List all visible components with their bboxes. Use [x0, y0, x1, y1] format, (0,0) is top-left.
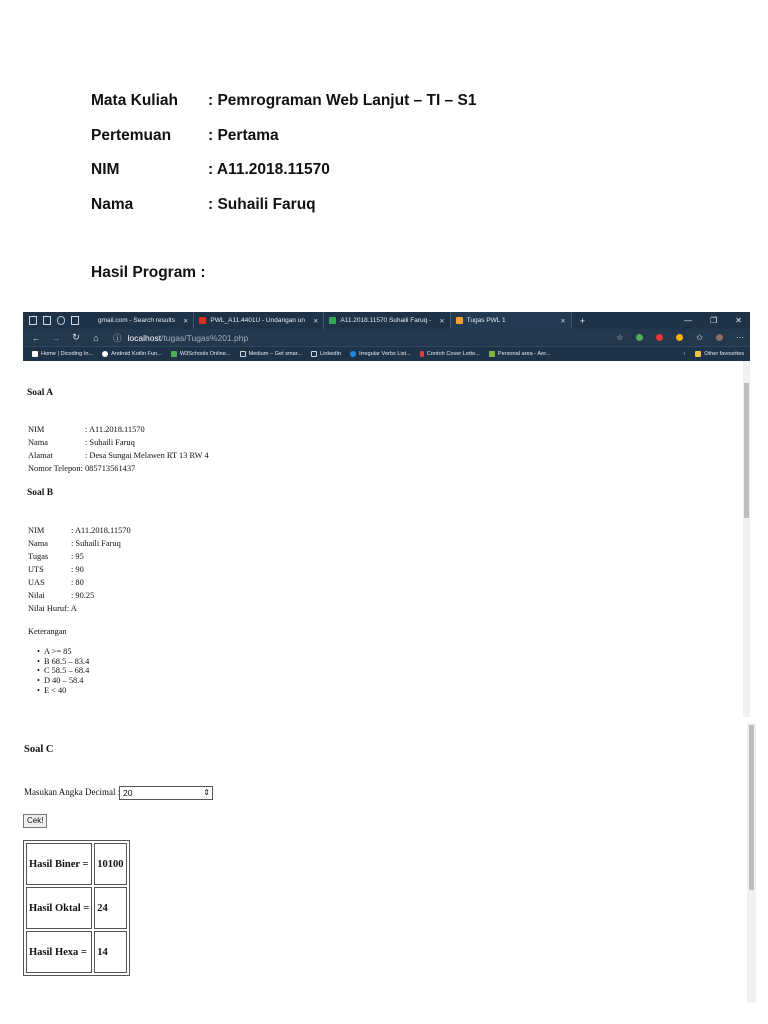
back-icon[interactable]: ←: [31, 332, 41, 343]
field-label: Nomor Telepon: [28, 464, 81, 473]
info-key: Pertemuan: [91, 126, 172, 144]
bookmarks-bar: [23, 346, 750, 361]
field-value: : 95: [71, 552, 84, 561]
field-value: : 90: [71, 565, 84, 574]
list-item: • A >= 85: [37, 647, 89, 657]
url-host: localhost: [127, 332, 162, 343]
scrollbar[interactable]: [747, 723, 756, 1003]
info-value: : A11.2018.11570: [208, 161, 330, 178]
field-label: Nilai: [28, 591, 45, 600]
course-info: [91, 92, 476, 230]
bookmark-item[interactable]: [311, 351, 341, 357]
list-item: [28, 524, 131, 537]
info-value: : Pemrograman Web Lanjut – TI – S1: [208, 92, 477, 109]
hasil-program-title: Hasil Program :: [91, 264, 206, 281]
field-value: : 80: [71, 578, 84, 587]
forward-icon[interactable]: →: [51, 332, 61, 343]
field-value: : Suhaili Faruq: [71, 539, 121, 548]
section-title: Soal A: [27, 388, 54, 398]
page-icon[interactable]: [71, 316, 79, 325]
address-bar: [23, 329, 750, 346]
info-row-pertemuan: [91, 127, 476, 162]
bookmark-label: Android Kotlin Fun...: [111, 351, 162, 357]
result-label: Hasil Biner =: [26, 843, 92, 885]
bookmark-icon: [171, 351, 177, 357]
scrollbar-thumb[interactable]: [749, 725, 754, 890]
gmail-favicon-icon: [199, 317, 206, 324]
list-item: [28, 423, 209, 436]
bookmark-item[interactable]: [171, 351, 231, 357]
url-path: /tugas/Tugas%201.php: [161, 332, 249, 343]
grade-list: [37, 647, 89, 696]
favorites-icon[interactable]: ✩: [696, 333, 703, 342]
info-value: : Suhaili Faruq: [208, 195, 316, 213]
bookmark-item[interactable]: [102, 351, 162, 357]
close-icon[interactable]: ✕: [312, 317, 319, 325]
list-item: • D 40 – 58.4: [37, 676, 89, 686]
collections-icon[interactable]: [43, 316, 51, 325]
bookmark-item[interactable]: [420, 351, 480, 357]
table-row: [26, 931, 127, 973]
tab-label: Tugas PWL 1: [466, 317, 506, 324]
cloud-icon[interactable]: [57, 316, 65, 325]
home-icon[interactable]: ⌂: [93, 332, 99, 343]
field-label: Tugas: [28, 552, 49, 561]
check-button[interactable]: Cek!: [23, 814, 47, 828]
info-value: : Pertama: [208, 126, 279, 144]
decimal-input-label: Masukan Angka Decimal :: [24, 787, 121, 797]
restore-icon[interactable]: ❐: [710, 316, 718, 325]
result-value: 10100: [94, 843, 126, 885]
favorite-star-icon[interactable]: ☆: [616, 333, 624, 342]
scrollbar-thumb[interactable]: [744, 383, 749, 518]
page-content: [23, 361, 750, 717]
tab-pwl-undangan[interactable]: [194, 312, 324, 329]
field-value: : A11.2018.11570: [71, 526, 131, 535]
tab-suhaili-faruq[interactable]: [324, 312, 450, 329]
tab-actions-icon[interactable]: [29, 316, 37, 325]
result-value: 14: [94, 931, 126, 973]
minimize-icon[interactable]: —: [684, 316, 693, 325]
page-icon: [311, 351, 317, 357]
bookmark-item[interactable]: [240, 351, 302, 357]
bookmark-item[interactable]: [489, 351, 551, 357]
list-item: • B 68.5 – 83.4: [37, 657, 89, 667]
spinner-icon[interactable]: ⇕: [203, 788, 210, 797]
refresh-icon[interactable]: ↻: [72, 332, 80, 342]
page-favicon-icon: [456, 317, 463, 324]
table-row: [26, 843, 127, 885]
tab-label: A11.2018.11570 Suhaili Faruq -: [340, 317, 432, 324]
url-field[interactable]: [113, 332, 248, 344]
decimal-input[interactable]: [119, 786, 213, 800]
section-title: Soal B: [27, 488, 54, 498]
section-title: Soal C: [24, 744, 54, 755]
other-favourites[interactable]: [695, 351, 744, 357]
close-icon[interactable]: ✕: [439, 317, 445, 325]
info-row-nama: [91, 196, 476, 231]
tab-label: gmail.com - Search results: [98, 317, 175, 324]
field-label: Nama: [28, 539, 48, 548]
list-item: [28, 462, 209, 475]
bookmarks-right: [683, 347, 744, 361]
extension-icon[interactable]: [676, 334, 683, 341]
bookmark-label: Personal area - Aer...: [497, 351, 551, 357]
bookmark-label: Irregular Verbs List...: [359, 351, 411, 357]
field-label: Nilai Huruf: [28, 604, 67, 613]
result-label: Hasil Oktal =: [26, 887, 92, 929]
bookmark-label: Home | Dicoding In...: [41, 351, 94, 357]
tab-bar: [23, 312, 750, 329]
list-item: [28, 589, 131, 602]
field-label: UTS: [28, 565, 44, 574]
bookmark-icon: [350, 351, 356, 357]
page-icon: [240, 351, 246, 357]
scrollbar[interactable]: [743, 361, 750, 717]
tab-tugas-pwl[interactable]: [451, 312, 572, 329]
field-label: Alamat: [28, 451, 53, 460]
list-item: • E < 40: [37, 686, 89, 696]
window-controls: [684, 312, 742, 329]
folder-icon: [695, 351, 701, 357]
bookmark-item[interactable]: [32, 351, 93, 357]
browser-screenshot: [23, 312, 750, 717]
close-icon[interactable]: ✕: [182, 317, 189, 325]
bookmark-item[interactable]: [350, 351, 411, 357]
profile-avatar[interactable]: [716, 334, 723, 341]
close-icon[interactable]: ✕: [560, 317, 566, 325]
field-label: UAS: [28, 578, 45, 587]
field-value: : 90.25: [71, 591, 95, 600]
close-window-icon[interactable]: ✕: [735, 316, 742, 325]
list-item: [28, 602, 131, 615]
tab-label: PWL_A11.4401U - Undangan un: [210, 317, 305, 324]
input-value: 20: [123, 788, 133, 798]
list-item: [28, 550, 131, 563]
table-row: [26, 887, 127, 929]
list-item: [28, 537, 131, 550]
result-label: Hasil Hexa =: [26, 931, 92, 973]
drive-favicon-icon: [329, 317, 336, 324]
bookmark-icon: [489, 351, 495, 357]
field-label: Nama: [28, 438, 48, 447]
list-item: [28, 563, 131, 576]
result-value: 24: [94, 887, 126, 929]
field-value: : A: [66, 604, 77, 613]
info-icon[interactable]: ⓘ: [113, 332, 122, 343]
bookmark-label: W3Schools Online...: [179, 351, 231, 357]
bookmark-icon: [420, 351, 424, 357]
tab-gmail-search[interactable]: [93, 312, 194, 329]
info-key: Mata Kuliah: [91, 92, 178, 109]
list-item: [28, 576, 131, 589]
soal-c-screenshot: [20, 723, 753, 1003]
field-value: : Suhaili Faruq: [85, 438, 135, 447]
bookmark-label: LinkedIn: [319, 351, 342, 357]
keterangan-label: Keterangan: [28, 627, 67, 636]
info-key: NIM: [91, 161, 120, 178]
bookmark-icon: [102, 351, 108, 357]
bookmark-label: Contoh Cover Lette...: [426, 351, 480, 357]
list-item: [28, 449, 209, 462]
adblock-icon[interactable]: [656, 334, 663, 341]
bookmark-icon: [32, 351, 38, 357]
field-value: : A11.2018.11570: [85, 425, 145, 434]
more-icon[interactable]: ⋯: [736, 333, 744, 342]
field-label: NIM: [28, 425, 45, 434]
extension-icon[interactable]: [636, 334, 643, 341]
bookmark-label: Medium – Get smar...: [248, 351, 302, 357]
chevron-right-icon[interactable]: ›: [683, 351, 686, 357]
info-key: Nama: [91, 195, 134, 213]
result-table: [23, 840, 130, 976]
field-label: NIM: [28, 526, 45, 535]
info-row-mata-kuliah: [91, 92, 476, 127]
list-item: [28, 436, 209, 449]
toolbar-icons: [616, 329, 744, 346]
info-row-nim: [91, 161, 476, 196]
soal-a-list: [28, 423, 209, 475]
field-value: : 085713561437: [80, 464, 136, 473]
list-item: • C 58.5 – 68.4: [37, 666, 89, 676]
field-value: : Desa Sungai Melawen RT 13 RW 4: [85, 451, 209, 460]
soal-b-list: [28, 524, 131, 615]
bookmark-label: Other favourites: [704, 351, 744, 357]
new-tab-icon[interactable]: +: [579, 315, 585, 326]
